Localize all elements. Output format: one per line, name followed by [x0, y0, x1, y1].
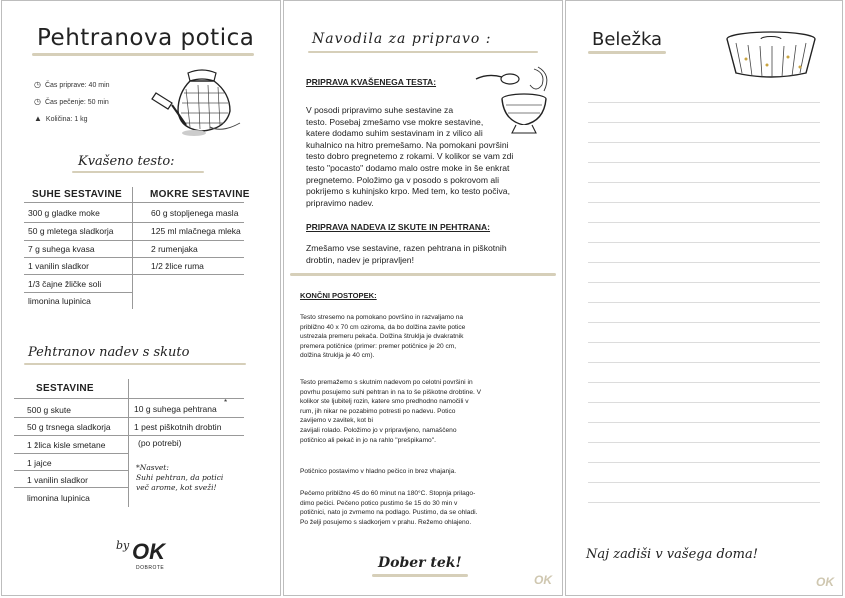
filling-underline	[24, 363, 246, 365]
note-line	[588, 322, 820, 323]
note-line	[588, 122, 820, 123]
prep-time: ◷ Čas priprave: 40 min	[34, 80, 110, 89]
instructions-panel	[283, 0, 563, 596]
tip-note: *Nasvet: Suhi pehtran, da potici več arome, kot sveži!	[136, 463, 224, 492]
notes-title-underline	[588, 51, 666, 54]
note-line	[588, 182, 820, 183]
flour-sack-icon	[150, 63, 250, 139]
note-line	[588, 482, 820, 483]
note-line	[588, 342, 820, 343]
table-divider	[132, 187, 133, 309]
list-item: 1 pest piškotnih drobtin	[134, 422, 222, 432]
list-item: 300 g gladke moke	[28, 208, 100, 218]
quantity: ▲ Količina: 1 kg	[34, 114, 88, 123]
note-line	[588, 162, 820, 163]
notes-panel	[565, 0, 843, 596]
final-steps-para-3: Potičnico postavimo v hladno pečico in brez vhajanja.	[300, 468, 457, 475]
clock-icon: ◷	[34, 80, 41, 89]
list-item: 1/3 čajne žličke soli	[28, 279, 102, 289]
list-item: 125 ml mlačnega mleka	[151, 226, 241, 236]
final-steps-para-1: Testo stresemo na pomokano površino in razvaljamo na približno 40 x 70 cm oziroma, da bo dolžina zavite potice ustrezala premeru pekača. Dolžina štruklja je dvakratnik premera potičnice (primer: premer potičnice je 20 cm, dolžina štruklja je 40 cm).	[300, 314, 466, 360]
dry-ingredients-header: SUHE SESTAVINE	[32, 189, 122, 200]
list-item: 7 g suhega kvasa	[28, 244, 95, 254]
note-line	[588, 462, 820, 463]
recipe-title: Pehtranova potica	[37, 25, 255, 51]
note-line	[588, 282, 820, 283]
final-steps-para-4: Pečemo približno 45 do 60 minut na 180°C. Stopnja prilago- dimo pečici. Pečeno potico pustimo še 15 do 30 min v potičnici, nato jo zvrnemo na podlago. Pustimo, da se ohladi. Po želji posujemo s sladkorjem v prahu. Režemo ohlajeno.	[300, 490, 478, 526]
dough-heading: Kvašeno testo:	[78, 154, 175, 169]
filling-prep-title: PRIPRAVA NADEVA IZ SKUTE IN PEHTRANA:	[306, 222, 491, 232]
dough-prep-text: V posodi pripravimo suhe sestavine za testo. Posebaj zmešamo vse mokre sestavine, katere dodamo suhim sestavinam in z vilico ali kuhalnico na hitro premešamo. Na pomokani površini testo dobro pregnetemo z rokami. V kolikor se vam zdi testo "pocasto" dodamo malo ostre moke in še enkrat pregnetemo. Položimo ga v posodo s pokrovom ali pokrijemo s kuhinjsko krpo. Med tem, ko testo počiva, pripravimo nadev.	[306, 105, 514, 208]
corner-ok-logo: OK	[534, 573, 552, 587]
filling-heading: Pehtranov nadev s skuto	[28, 345, 190, 360]
note-line	[588, 422, 820, 423]
list-item: 2 rumenjaka	[151, 244, 198, 254]
note-line	[588, 442, 820, 443]
note-line	[588, 142, 820, 143]
note-line	[588, 202, 820, 203]
note-line	[588, 502, 820, 503]
notes-title: Beležka	[592, 29, 663, 50]
logo-subtitle: DOBROTE	[136, 565, 165, 571]
section-divider	[290, 273, 556, 276]
note-line	[588, 222, 820, 223]
final-steps-title: KONČNI POSTOPEK:	[300, 291, 377, 300]
list-item: (po potrebi)	[138, 438, 182, 448]
note-line	[588, 302, 820, 303]
dough-prep-title: PRIPRAVA KVAŠENEGA TESTA:	[306, 77, 437, 87]
note-line	[588, 102, 820, 103]
note-line	[588, 402, 820, 403]
list-item: 500 g skute	[27, 405, 71, 415]
corner-ok-logo: OK	[816, 575, 834, 589]
asterisk-mark: *	[224, 398, 228, 407]
weight-icon: ▲	[34, 114, 42, 123]
list-item: 60 g stopljenega masla	[151, 208, 239, 218]
title-underline	[32, 53, 254, 56]
closing-underline	[372, 574, 468, 577]
note-line	[588, 382, 820, 383]
list-item: 50 g trsnega sladkorja	[27, 422, 111, 432]
clock-icon: ◷	[34, 97, 41, 106]
recipe-panel	[1, 0, 281, 596]
list-item: 1/2 žlice ruma	[151, 261, 204, 271]
wet-ingredients-header: MOKRE SESTAVINE	[150, 189, 250, 200]
list-item: 1 vanilin sladkor	[28, 261, 89, 271]
note-line	[588, 362, 820, 363]
list-item: 10 g suhega pehtrana	[134, 404, 217, 414]
list-item: 1 vanilin sladkor	[27, 475, 88, 485]
list-item: 1 žlica kisle smetane	[27, 440, 106, 450]
filling-ingredients-header: SESTAVINE	[36, 383, 94, 394]
filling-prep-text: Zmešamo vse sestavine, razen pehtrana in piškotnih drobtin, nadev je pripravljen!	[306, 243, 507, 265]
heading-underline	[308, 51, 538, 53]
list-item: 1 jajce	[27, 458, 52, 468]
closing-wish: Naj zadiši v vašega doma!	[586, 547, 758, 562]
ok-logo: OK	[132, 539, 165, 564]
instructions-heading: Navodila za pripravo :	[312, 31, 492, 47]
dough-underline	[72, 171, 204, 173]
final-steps-para-2: Testo premažemo s skutnim nadevom po celotni površini in povrhu posujemo suhi pehtran in na to še piškotne drobtine. V kolikor ste ljubitelj rozin, katere smo predhodno namočili v rum, jih nikar ne pozabimo potresti po nadevu. Potico zavijemo v zavitek, kot bi zavijali rolado. Položimo jo v pripravljeno, namaščeno potičnico ali pekač in jo na rahlo "prešpikamo".	[300, 379, 482, 444]
logo-by: by	[116, 539, 130, 552]
bake-time: ◷ Čas pečenje: 50 min	[34, 97, 109, 106]
note-line	[588, 262, 820, 263]
cake-pan-icon	[722, 29, 820, 81]
note-line	[588, 242, 820, 243]
closing-wish: Dober tek!	[378, 555, 462, 571]
list-item: limonina lupinica	[28, 296, 91, 306]
list-item: limonina lupinica	[27, 493, 90, 503]
list-item: 50 g mletega sladkorja	[28, 226, 114, 236]
